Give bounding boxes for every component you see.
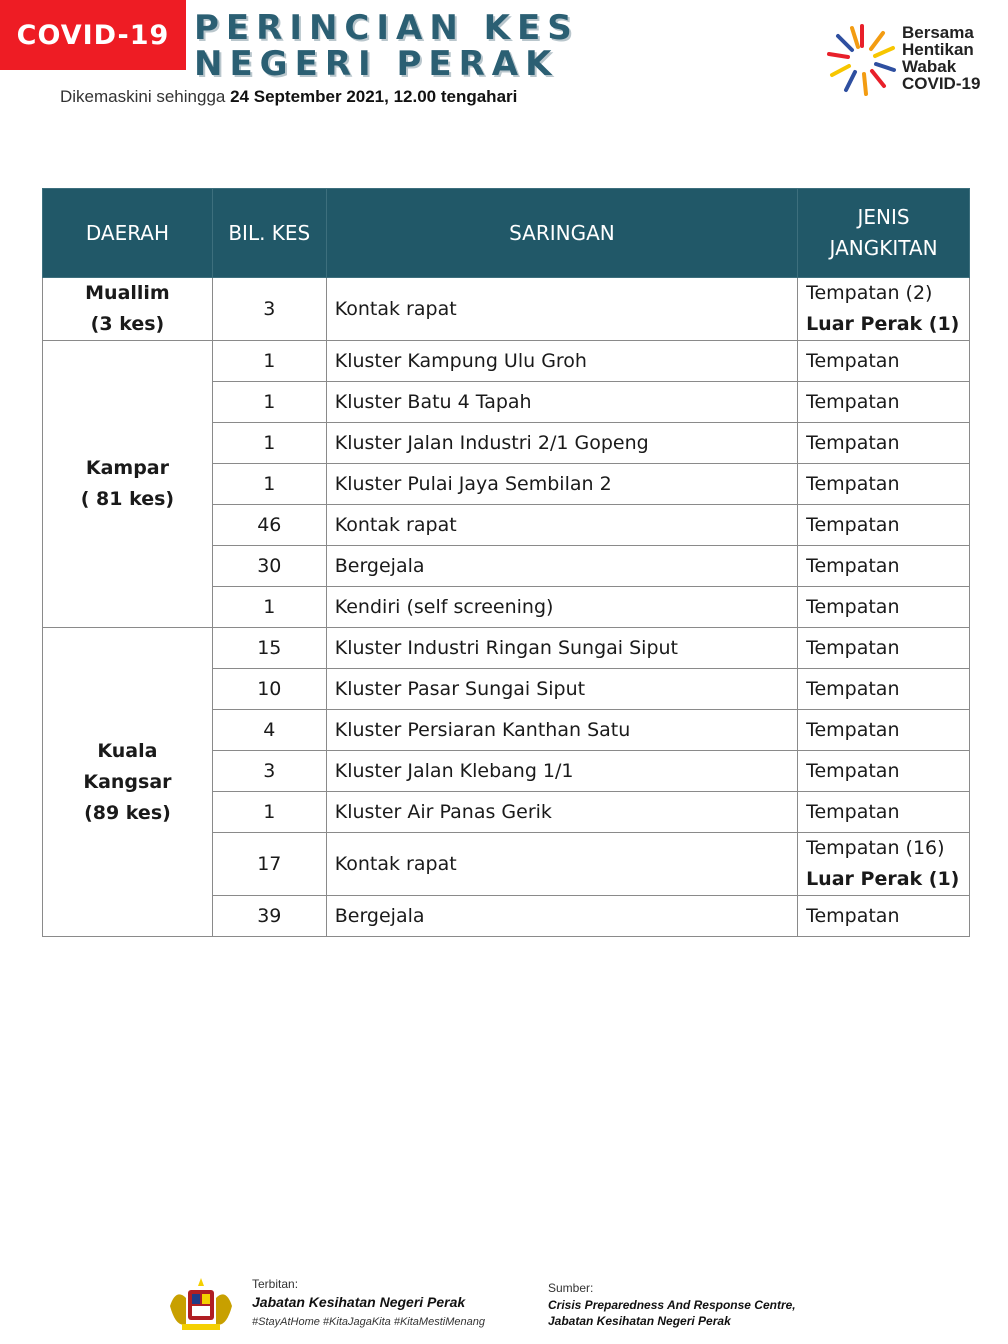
case-count: 1: [212, 587, 326, 628]
publisher-label: Terbitan:: [252, 1277, 299, 1291]
district-cell: [43, 278, 213, 341]
logo-line-3: Wabak: [902, 57, 957, 76]
case-count: 1: [212, 341, 326, 382]
title-line-2: NEGERI PERAK: [194, 44, 559, 84]
jenis-line-1: JENIS: [857, 205, 910, 229]
screening-cell: Kendiri (self screening): [326, 587, 797, 628]
source-line-1: Crisis Preparedness And Response Centre,: [548, 1298, 796, 1312]
district-name: Kampar: [85, 457, 169, 479]
case-count: 17: [212, 833, 326, 896]
district-cell: [43, 341, 213, 628]
screening-cell: Bergejala: [326, 896, 797, 937]
district-total: (89 kes): [84, 801, 171, 824]
update-date: 24 September 2021, 12.00 tengahari: [230, 87, 518, 106]
table-row: [43, 278, 970, 341]
col-header-daerah: DAERAH: [43, 189, 213, 278]
infection-type-cell: Tempatan: [798, 464, 970, 505]
district-total: (3 kes): [90, 313, 165, 335]
case-count: 1: [212, 464, 326, 505]
campaign-logo: [826, 18, 996, 100]
screening-cell: Kluster Industri Ringan Sungai Siput: [326, 628, 797, 669]
case-count: 1: [212, 382, 326, 423]
logo-text: [902, 24, 980, 92]
col-header-jenis-jangkitan: [798, 189, 970, 278]
hashtags: #StayAtHome #KitaJagaKita #KitaMestiMenang: [252, 1316, 485, 1328]
infection-type-cell: Tempatan: [798, 710, 970, 751]
screening-cell: Kluster Jalan Industri 2/1 Gopeng: [326, 423, 797, 464]
infection-type-cell: Tempatan: [798, 341, 970, 382]
infection-type-cell: Tempatan: [798, 669, 970, 710]
infection-type-cell: Tempatan: [798, 628, 970, 669]
screening-cell: Kluster Jalan Klebang 1/1: [326, 751, 797, 792]
infection-type-cell: Tempatan: [798, 505, 970, 546]
case-count: 39: [212, 896, 326, 937]
infection-type-extra: Luar Perak (1): [806, 868, 960, 890]
case-count: 4: [212, 710, 326, 751]
screening-cell: Kluster Pasar Sungai Siput: [326, 669, 797, 710]
infection-type-cell: Tempatan: [798, 587, 970, 628]
page-title: [194, 10, 579, 82]
source-line-2: Jabatan Kesihatan Negeri Perak: [548, 1314, 731, 1328]
table-header-row: [43, 189, 970, 278]
district-name: Kuala Kangsar: [83, 739, 172, 793]
update-note: [60, 87, 517, 107]
screening-cell: Kluster Batu 4 Tapah: [326, 382, 797, 423]
case-count: 10: [212, 669, 326, 710]
logo-line-4: COVID-19: [902, 74, 981, 93]
title-line-1: PERINCIAN KES: [194, 8, 579, 48]
infection-type-cell: [798, 833, 970, 896]
district-name: Muallim: [85, 282, 170, 304]
table-row: [43, 628, 970, 669]
screening-cell: Kluster Persiaran Kanthan Satu: [326, 710, 797, 751]
screening-cell: Kluster Air Panas Gerik: [326, 792, 797, 833]
col-header-bil-kes: BIL. KES: [212, 189, 326, 278]
infection-type-cell: Tempatan: [798, 382, 970, 423]
covid-badge: COVID-19: [0, 0, 186, 70]
case-count: 30: [212, 546, 326, 587]
infection-type-cell: Tempatan: [798, 546, 970, 587]
jenis-line-2: JANGKITAN: [829, 236, 938, 260]
infection-type-cell: Tempatan: [798, 896, 970, 937]
screening-cell: Bergejala: [326, 546, 797, 587]
publisher-name: Jabatan Kesihatan Negeri Perak: [252, 1294, 466, 1310]
source-label: Sumber:: [548, 1281, 594, 1295]
screening-cell: Kontak rapat: [326, 278, 797, 341]
case-count: 3: [212, 278, 326, 341]
coat-of-arms-icon: [160, 1276, 242, 1336]
case-count: 1: [212, 792, 326, 833]
infection-type-cell: Tempatan: [798, 423, 970, 464]
district-cell: [43, 628, 213, 937]
case-count: 1: [212, 423, 326, 464]
col-header-saringan: SARINGAN: [326, 189, 797, 278]
screening-cell: Kontak rapat: [326, 833, 797, 896]
update-prefix: Dikemaskini sehingga: [60, 87, 231, 106]
logo-line-1: Bersama: [902, 23, 974, 42]
screening-cell: Kluster Pulai Jaya Sembilan 2: [326, 464, 797, 505]
logo-line-2: Hentikan: [902, 40, 974, 59]
case-table: [42, 188, 970, 937]
infection-type: Tempatan (16): [806, 837, 945, 859]
table-row: [43, 341, 970, 382]
case-count: 3: [212, 751, 326, 792]
district-total: ( 81 kes): [80, 488, 175, 510]
screening-cell: Kontak rapat: [326, 505, 797, 546]
infection-type-cell: Tempatan: [798, 792, 970, 833]
case-count: 46: [212, 505, 326, 546]
sunburst-icon: [826, 18, 902, 100]
screening-cell: Kluster Kampung Ulu Groh: [326, 341, 797, 382]
infection-type: Tempatan (2): [806, 282, 933, 304]
infection-type-extra: Luar Perak (1): [806, 313, 960, 335]
infection-type-cell: Tempatan: [798, 751, 970, 792]
case-count: 15: [212, 628, 326, 669]
infection-type-cell: [798, 278, 970, 341]
